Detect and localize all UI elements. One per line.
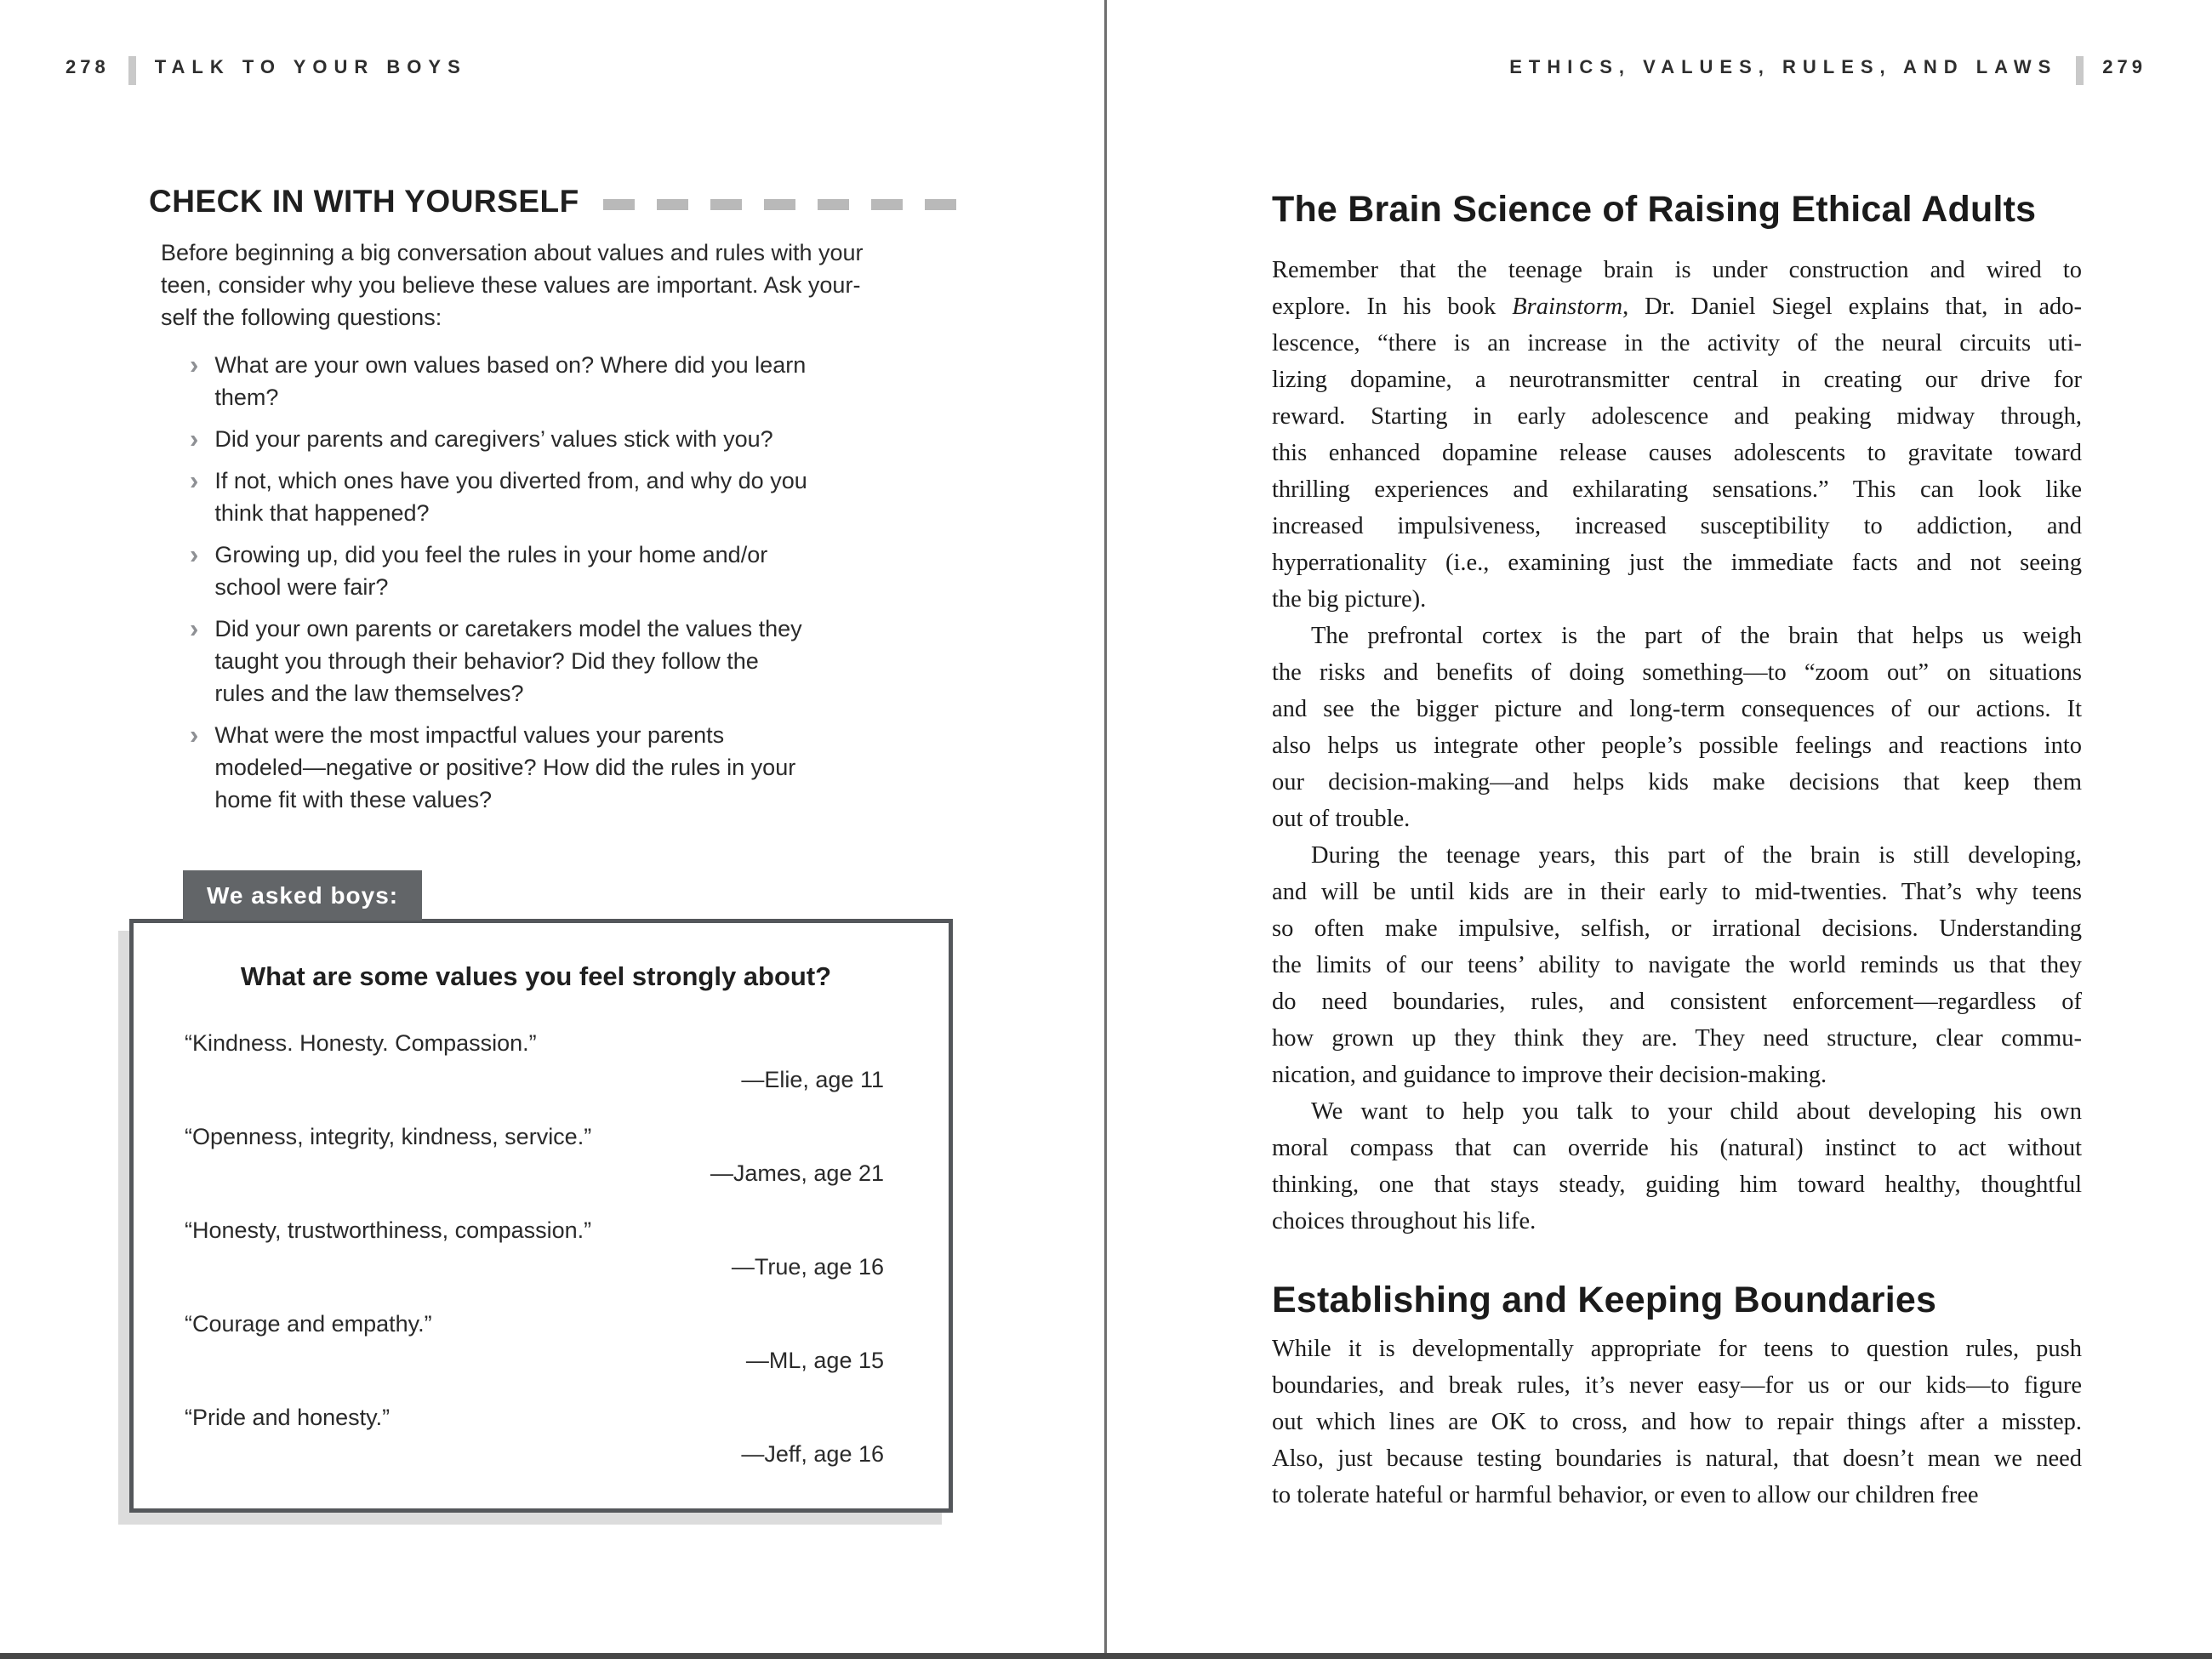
right-page-number: 279 [2102, 56, 2146, 77]
question-line: think that happened? [214, 500, 430, 526]
question-text [214, 349, 806, 413]
quote-text: “Honesty, trustworthiness, compassion.” [185, 1217, 592, 1243]
quotes-box [129, 919, 953, 1513]
paragraph-line: and see the bigger picture and long-term consequences of our actions. It [1272, 696, 2082, 722]
heading-dash [764, 199, 795, 210]
quotes-list [185, 1028, 887, 1470]
quote-attribution: —True, age 16 [731, 1254, 884, 1280]
question-item [190, 719, 978, 816]
paragraph-line: the big picture). [1272, 586, 1427, 613]
question-text [214, 613, 801, 710]
paragraph-line: Also, just because testing boundaries is natural, that doesn’t mean we need [1272, 1445, 2082, 1472]
paragraph-line: choices throughout his life. [1272, 1208, 1536, 1234]
paragraph-line: Remember that the teenage brain is under construction and wired to [1272, 257, 2082, 283]
quote-attribution: —Jeff, age 16 [741, 1441, 884, 1467]
paragraph-line: the risks and benefits of doing something—to “zoom out” on situations [1272, 659, 2082, 686]
heading-dash-rule [603, 199, 956, 210]
chevron-bullet-icon: › [190, 539, 199, 569]
question-line: If not, which ones have you diverted from, and why do you [214, 468, 807, 493]
heading-dash [657, 199, 688, 210]
paragraph-line: our decision-making—and helps kids make decisions that keep them [1272, 769, 2082, 795]
chevron-bullet-icon: › [190, 465, 199, 495]
quote-attribution: —Elie, age 11 [741, 1067, 884, 1092]
question-line: Did your own parents or caretakers model the values they [214, 616, 802, 641]
we-asked-boys-callout [129, 870, 953, 1513]
quote-item [185, 1121, 887, 1189]
left-running-head: TALK TO YOUR BOYS [154, 56, 467, 77]
question-line: school were fair? [214, 574, 389, 600]
paragraph [1272, 837, 2082, 1093]
check-in-heading-row [149, 184, 978, 219]
quote-item [185, 1028, 887, 1096]
question-line: them? [214, 385, 279, 410]
question-text [214, 465, 807, 529]
bottom-edge-line [0, 1653, 2212, 1659]
paragraph-line: and will be until kids are in their early to mid-twenties. That’s why teens [1272, 879, 2082, 905]
quote-item [185, 1308, 887, 1377]
chevron-bullet-icon: › [190, 424, 199, 453]
quote-text: “Openness, integrity, kindness, service.” [185, 1124, 592, 1149]
paragraph-line: increased impulsiveness, increased susceptibility to addiction, and [1272, 513, 2082, 539]
right-column [1272, 187, 2082, 1514]
quotes-box-question: What are some values you feel strongly about? [240, 961, 832, 991]
question-item [190, 423, 978, 455]
quote-text: “Pride and honesty.” [185, 1405, 391, 1430]
page-gutter-divider [1104, 0, 1107, 1653]
paragraph-line: out of trouble. [1272, 806, 1411, 832]
chevron-bullet-icon: › [190, 613, 199, 643]
question-item [190, 613, 978, 710]
section-heading: Establishing and Keeping Boundaries [1272, 1280, 1937, 1320]
chevron-bullet-icon: › [190, 720, 199, 750]
paragraph-line: thrilling experiences and exhilarating sensations.” This can look like [1272, 476, 2082, 503]
question-line: rules and the law themselves? [214, 681, 524, 706]
quote-item [185, 1215, 887, 1283]
paragraph [1272, 1093, 2082, 1240]
question-line: Growing up, did you feel the rules in your home and/or [214, 542, 768, 567]
paragraph-line: reward. Starting in early adolescence and peaking midway through, [1272, 403, 2082, 430]
paragraph-line: the limits of our teens’ ability to navigate the world reminds us that they [1272, 952, 2082, 978]
intro-line: teen, consider why you believe these values are important. Ask your- [161, 272, 861, 298]
paragraph-line: lescence, “there is an increase in the activity of the neural circuits uti- [1272, 330, 2082, 356]
question-line: Did your parents and caregivers’ values stick with you? [214, 426, 773, 452]
paragraph-line: hyperrationality (i.e., examining just the immediate facts and not seeing [1272, 550, 2082, 576]
header-divider-bar [2076, 56, 2084, 85]
header-divider-bar [128, 56, 136, 85]
question-text [214, 423, 772, 455]
question-line: home fit with these values? [214, 787, 493, 812]
paragraph-line: boundaries, and break rules, it’s never easy—for us or our kids—to figure [1272, 1372, 2082, 1399]
heading-dash [710, 199, 742, 210]
paragraph-line: do need boundaries, rules, and consistent enforcement—regardless of [1272, 989, 2082, 1015]
heading-dash [603, 199, 635, 210]
paragraph [1272, 618, 2082, 837]
we-asked-boys-tab: We asked boys: [183, 870, 422, 921]
paragraph-line: lizing dopamine, a neurotransmitter central in creating our drive for [1272, 367, 2082, 393]
question-text [214, 539, 767, 603]
quote-text: “Courage and empathy.” [185, 1311, 432, 1337]
paragraph-line: nication, and guidance to improve their decision-making. [1272, 1062, 1827, 1088]
heading-dash [871, 199, 903, 210]
question-item [190, 349, 978, 413]
paragraph-line: explore. In his book Brainstorm, Dr. Daniel Siegel explains that, in ado- [1272, 294, 2082, 320]
paragraph-line: thinking, one that stays steady, guiding him toward healthy, thoughtful [1272, 1172, 2082, 1198]
question-line: What are your own values based on? Where did you learn [214, 352, 807, 378]
left-page-number: 278 [66, 56, 110, 77]
checkin-intro [161, 237, 978, 334]
left-running-header [66, 56, 467, 85]
paragraph-line: out which lines are OK to cross, and how to repair things after a misstep. [1272, 1409, 2082, 1435]
paragraph-line: how grown up they think they are. They need structure, clear commu- [1272, 1025, 2082, 1052]
heading-dash [925, 199, 956, 210]
question-item [190, 465, 978, 529]
paragraph-line: to tolerate hateful or harmful behavior, or even to allow our children free [1272, 1482, 1979, 1508]
question-line: modeled—negative or positive? How did the rules in your [214, 755, 796, 780]
heading-dash [818, 199, 849, 210]
question-line: taught you through their behavior? Did they follow the [214, 648, 759, 674]
paragraph-line: this enhanced dopamine release causes adolescents to gravitate toward [1272, 440, 2082, 466]
paragraph-line: During the teenage years, this part of the brain is still developing, [1311, 842, 2082, 869]
quote-attribution: —James, age 21 [710, 1160, 884, 1186]
question-item [190, 539, 978, 603]
paragraph-line: so often make impulsive, selfish, or irrational decisions. Understanding [1272, 915, 2082, 942]
questions-list [190, 349, 978, 816]
check-in-section [149, 184, 978, 825]
question-text [214, 719, 795, 816]
question-line: What were the most impactful values your parents [214, 722, 725, 748]
check-in-heading: CHECK IN WITH YOURSELF [149, 184, 579, 219]
right-running-head: ETHICS, VALUES, RULES, AND LAWS [1509, 56, 2058, 77]
paragraph-line: We want to help you talk to your child about developing his own [1311, 1098, 2082, 1125]
chevron-bullet-icon: › [190, 350, 199, 379]
right-running-header [1509, 56, 2146, 85]
paragraph-line: moral compass that can override his (natural) instinct to act without [1272, 1135, 2082, 1161]
section-heading: The Brain Science of Raising Ethical Adults [1272, 189, 2037, 230]
paragraph [1272, 1331, 2082, 1514]
paragraph-line: also helps us integrate other people’s possible feelings and reactions into [1272, 733, 2082, 759]
paragraph-line: While it is developmentally appropriate for teens to question rules, push [1272, 1336, 2082, 1362]
intro-line: Before beginning a big conversation about values and rules with your [161, 240, 864, 265]
intro-line: self the following questions: [161, 305, 442, 330]
quote-attribution: —ML, age 15 [745, 1348, 884, 1373]
quote-item [185, 1402, 887, 1470]
paragraph [1272, 252, 2082, 618]
quote-text: “Kindness. Honesty. Compassion.” [185, 1030, 537, 1056]
paragraph-line: The prefrontal cortex is the part of the brain that helps us weigh [1311, 623, 2082, 649]
